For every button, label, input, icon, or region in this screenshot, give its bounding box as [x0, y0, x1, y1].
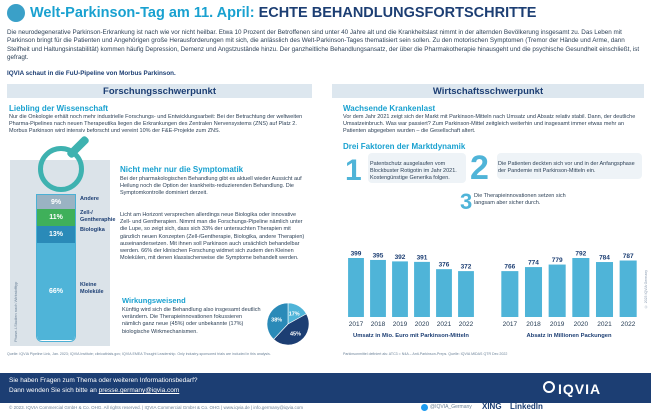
section-forschung: Forschungsschwerpunkt [7, 84, 312, 98]
title-bold: ECHTE BEHANDLUNGSFORTSCHRITTE [258, 5, 537, 21]
section-wirtschaft: Wirtschaftsschwerpunkt [332, 84, 644, 98]
test-tube-chart [36, 194, 76, 342]
factor-3-number: 3 [460, 189, 473, 214]
bar-category-label: 2019 [549, 321, 565, 328]
bar-value-label: 774 [528, 259, 539, 267]
tube-segment-label: Andere [80, 196, 99, 202]
bar-value-label: 395 [372, 252, 384, 260]
contact-email-link[interactable]: presse.germany@iqvia.com [98, 387, 180, 394]
iqvia-logo[interactable]: IQVIA [558, 381, 602, 397]
bar-category-label: 2022 [620, 321, 636, 328]
bar-value-label: 787 [622, 253, 634, 261]
copyright-text: © 2023. IQVIA Commercial GmbH & Co. OHG. All rights reserved. | IQVIA Commercial GmbH & Co. OHG | www.iqvia.de | info.germany@iqvia.com [9, 405, 303, 410]
footer-contact [9, 387, 179, 394]
bar-category-label: 2020 [573, 321, 589, 328]
bar-category-label: 2022 [458, 321, 474, 328]
page-title [30, 5, 536, 21]
tube-segment-label: Zell-/ Gentheraphie [80, 210, 116, 223]
footer-question: Sie haben Fragen zum Thema oder weiteren Informationsbedarf? [9, 377, 198, 384]
tube-segment: 9% [37, 195, 75, 209]
bar [370, 260, 386, 317]
symptom-text-1: Bei der pharmakologischen Behandlung gibt es aktuell wieder Aussicht auf Heilung noch die Option der krankheits-reduzierenden Behandlung. Die Symptomkontrolle dominiert derzeit. [120, 176, 302, 197]
bar [392, 261, 408, 317]
bar-category-label: 2017 [348, 321, 364, 328]
absatz-bar-chart [493, 210, 645, 345]
intro-text: Die neurodegenerative Parkinson-Erkrankung ist nach wie vor nicht heilbar. Etwa 10 Prozent der Betroffenen sind unter 40 Jahre alt und die Krankheitslast nimmt in der alternden Bevölkerung insgesamt zu. Das Leben mit Parkinson bringt für die Patienten und Angehörigen große Herausforderungen mit sich, die anlässlich des Welt-Parkinson-Tages thematisiert sein sollen. Zu den motorischen Symptomen (Tremor der Hände und Arme, dann Steifheit und Haltungsinstabilität) kommen häufig Depression, Demenz und Angstzustände hinzu. Der ganzheitliche Behandlungsansatz, der über die Pharmakotherapie hinausgeht und die psychische Gesundheit einschließt, ist gefragt. [7, 29, 640, 61]
source-left: Quelle: IQVIA Pipeline Link, Jan. 2023; IQVIA Institute; clinicaltrials.gov; IQVIA EMEA Thought Leadership. Only industry-sponsored trials are included in this analysis. [7, 352, 271, 356]
tube-segment: 66% [37, 243, 75, 340]
tube-segment-label: Biologika [80, 227, 105, 233]
tube-segment-label: Kleine Moleküle [80, 282, 104, 295]
bar-value-label: 784 [599, 254, 610, 262]
krankenlast-text: Vor dem Jahr 2021 zeigt sich der Markt mit Parkinson-Mitteln nach Umsatz und Absatz relativ stabil. Dann, der deutliche Umsatzeinbruch. Was war passiert? Zum Parkinson-Mittel zeitgleich weiterhin und insgesamt immer etwas mehr an Patienten abgegeben wurden – die Gesellschaft altert. [343, 114, 636, 135]
title-light: Welt-Parkinson-Tag am 11. April: [30, 5, 259, 21]
bar-category-label: 2020 [414, 321, 430, 328]
intro-bold-text: IQVIA schaut in die FuU-Pipeline von Morbus Parkinson. [7, 70, 176, 77]
tube-side-label: Phase-I-Studien nach Wirkstofftyp [13, 281, 18, 342]
factor-2-number: 2 [470, 149, 489, 187]
sideways-copyright: © 2023 IQVIA Germany [644, 270, 648, 309]
bar [458, 271, 474, 317]
liebling-text: Nur die Onkologie erhält noch mehr industrielle Forschungs- und Entwicklungsarbeit: Bei der Betrachtung der weltweiten Pharma-Pipelines nach neuen Therapeutika liegen die Erkrankungen des Zentralen Nervensystems (ZNS) auf Platz 2. Morbus Parkinson wird intensiv beforscht und vereint 10% der F&E-Projekte zum ZNS. [9, 114, 303, 135]
umsatz-bar-chart [340, 210, 482, 345]
linkedin-link[interactable]: LinkedIn [510, 402, 543, 411]
bar-value-label: 391 [416, 254, 428, 262]
chart-axis-label: Absatz in Millionen Packungen [526, 333, 612, 339]
bar-value-label: 399 [350, 250, 362, 258]
bar-value-label: 376 [438, 261, 450, 269]
pie-slice-label: 38% [271, 317, 283, 324]
footer-contact-prefix: Dann wenden Sie sich bitte an [9, 387, 99, 394]
magnifier-icon [38, 146, 84, 192]
tube-segment: 11% [37, 209, 75, 226]
symptom-text-2: Licht am Horizont versprechen allerdings neue Biologika oder innovative Zell- und Gentherapien. Nimmt man die Forschungs-Pipeline nämlich unter die Lupe, so zeigt sich, dass sich 33% der untersuchten Therapien mit gänzlich neuen Konzepten (Zell-/Gentherapie, Biologika, andere Therapien) auseinandersetzen. Mit ihnen soll Parkinson auch ursächlich behandelbar werden. 66% der klinischen Forschung widmet sich zudem den Kleinen Molekülen, mit denen klassischerweise die Symptome behandelt werden. [120, 212, 305, 262]
bar [620, 261, 637, 317]
factor-1-number: 1 [345, 154, 362, 187]
bar-category-label: 2021 [597, 321, 612, 328]
bar-value-label: 792 [575, 250, 587, 258]
bar-category-label: 2017 [502, 321, 518, 328]
faktoren-heading: Drei Faktoren der Marktdynamik [343, 142, 466, 151]
bar-category-label: 2021 [436, 321, 452, 328]
wirkung-text: Künftig wird sich die Behandlung also insgesamt deutlich verändern. Die Therapieinnovationen fokussieren nämlich ganz neue (45%) oder unbekannte (17%) biologische Wirkmechanismen. [122, 307, 261, 335]
bar-value-label: 766 [504, 263, 516, 271]
bar [436, 269, 452, 317]
mechanism-pie-chart [266, 302, 310, 346]
bar [596, 262, 613, 317]
brain-icon [7, 4, 25, 22]
bar-value-label: 392 [394, 253, 406, 261]
xing-link[interactable]: XING [482, 402, 502, 411]
wirkung-heading: Wirkungsweisend [122, 296, 186, 305]
source-right: Parkinsonmittel definiert als: ATC3 = N4A – Anti-Parkinson-Preps. Quelle: IQVIA MIDAS QTR Dec 2022 [343, 352, 508, 356]
factor-1-text: Patentschutz ausgelaufen vom Blockbuster Rotigotin im Jahr 2021. Kostengünstige Generika folgen. [370, 161, 457, 182]
krankenlast-heading: Wachsende Krankenlast [343, 104, 436, 113]
liebling-heading: Liebling der Wissenschaft [9, 104, 109, 113]
symptom-heading: Nicht mehr nur die Symptomatik [120, 165, 244, 174]
bar-category-label: 2019 [392, 321, 408, 328]
pie-slice-label: 45% [289, 331, 301, 338]
twitter-icon[interactable] [421, 404, 428, 411]
bar-value-label: 372 [460, 263, 472, 271]
bar [414, 262, 430, 317]
bar-value-label: 779 [551, 257, 563, 265]
factor-2-text: Die Patienten deckten sich vor und in der Anfangsphase der Pandemie mit Parkinson-Mitteln ein. [498, 161, 635, 175]
factor-3-text: Die Therapieinnovationen setzen sich langsam aber sicher durch. [474, 193, 566, 207]
bar [501, 271, 518, 317]
bar [348, 258, 364, 317]
tube-segment: 13% [37, 226, 75, 243]
bar [525, 267, 542, 317]
bar-category-label: 2018 [370, 321, 386, 328]
iqvia-logo-icon [543, 381, 555, 393]
chart-axis-label: Umsatz in Mio. Euro mit Parkinson-Mitteln [353, 333, 469, 339]
bar [549, 265, 566, 317]
bar-category-label: 2018 [526, 321, 541, 328]
bar [572, 258, 589, 317]
pie-slice-label: 17% [288, 311, 300, 318]
twitter-handle[interactable]: @IQVIA_Germany [430, 404, 472, 410]
